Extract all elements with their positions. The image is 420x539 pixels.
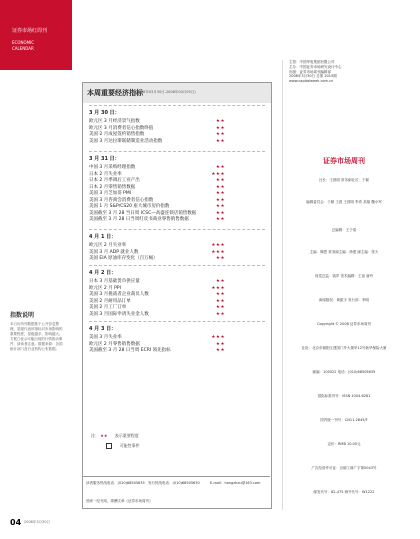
list-item: 日本 2 月季调后工业产出 ★★ [89,178,225,183]
section-date: 4 月 1 日： [89,234,117,240]
brand-en1: ECONOMIC [12,40,35,45]
list-item: 美国 2 月成屋签约销售指数 ★★ [89,132,225,137]
masthead-block: 社长：王波明 常务副社长：于颖 [318,178,370,182]
list-item: 美国 1 月 S&P/CS20 座大城市房价指数 ★★ [89,204,225,209]
footer-email: E-mail：hongzhou@163.com [210,481,261,485]
page-meta: 2008年3月30日 [24,520,51,524]
section-date: 4 月 3 日： [89,326,117,332]
masthead-block: 广告经营许可证：京朝工商广字第0043号 [311,466,377,470]
legend-stars: 注： ★★ 表示重要程度 [91,433,139,438]
list-item: 美国截至 3 月 28 日当周红皮书商业零售销售数据 ★★ [89,217,225,222]
section-mar31 [89,151,265,224]
masthead-block: 总编辑：王子梁 [331,228,357,232]
list-item: 美国 3 月失业率 ★★★ [89,335,225,340]
section-date: 4 月 2 日： [89,270,117,276]
section-date: 3 月 31 日： [89,156,120,162]
list-item: 欧元区 3 月消费者信心指数终值 ★★ [89,125,225,131]
section-mar30 [89,105,265,145]
masthead-lines: 主管：中国华电集团有限公司 主办：中国证券市场研究设计中心 出版：证券市场周刊编辑部 2008年3月30日 总第 2015期 www.capitalweek.com.cn [289,60,342,84]
masthead-block: 编辑委员会：于颖 王波 王波明 李青 高翔 魏小军 [306,200,382,204]
page-number: 04 [10,518,22,527]
legend [91,433,140,453]
indicator-header [83,83,271,103]
list-item: 美国 3 月 ADP 就业人数 ★★★ [89,249,225,255]
masthead-block: Copyright © 2008 证券市场周刊 [317,322,371,326]
list-item: 欧元区 2 月失业率 ★★★ [89,243,225,248]
list-item: 日本 3 月基础货币供应量 ★★ [89,279,225,284]
indicator-range: (2008年03月30日-2008年04月05日) [135,90,196,94]
masthead-block: 邮编：100022 电话：(010)68505635 [312,370,376,374]
legend-box: 可能性事件 [91,443,140,449]
list-item: 欧元区 2 月 PPI ★★★ [89,285,225,291]
masthead-block: 邮发代号：82-475 海外代号：W1222 [313,490,375,494]
note-body: 本日历所列数据基于公开信息整理，星级代表该指标对市场影响的重要程度，星级越多，影响越大。方框□表示可能出现的行情波动事件，请读者注意。数据来源：各国统计部门及行业机构公布数据。 [10,322,63,351]
box-icon [106,443,112,449]
section-apr2 [89,265,265,318]
list-item: 日本 2 月零售销售数据 ★★ [89,184,225,190]
list-item: 中国 3 月采购经理指数 ★★ [89,165,225,170]
section-date: 3 月 30 日： [89,110,120,116]
masthead-logo: 证券市场周刊 [323,156,365,165]
list-item: 欧元区 3 月经济景气指数 ★★ [89,119,225,124]
footer-reader: 读者服务热线电话：(010)68505635 [86,481,145,485]
masthead-block: 视觉总监：钱岸 美术编辑：王蓓 唐玲 [314,274,374,278]
masthead-block: 社址：北京市朝阳区建国门外大街甲12号新华保险大厦 [301,346,387,350]
footer-note: 独家一经刊用，即酬文章《证券市场周刊》 [86,499,153,503]
left-strip [0,0,72,539]
list-item: 美国 3 月国际申请失业金人数 ★★ [89,311,225,317]
brand-en2: CALENDAR [12,46,34,51]
list-item: 日本 2 月失业率 ★★★ [89,171,225,177]
list-item: 美国截至 3 月 28 当日周 ICSC—高盛连锁店销售数据 ★★ [89,210,225,216]
list-item: 美国 2 月耐用品订单 ★★ [89,298,225,304]
list-item: 美国 3 月咨商会消费者信心指数 ★★ [89,197,225,203]
list-item: 欧元区 2 月零售销售数据 ★★ [89,341,225,347]
brand-label: 证券市场红周刊 [12,28,48,34]
indicator-title: 本周重要经济指标 [87,89,143,97]
list-item: 美国 2 月工厂订单 ★★ [89,305,225,310]
list-item: 美国 3 月芝加哥 PMI ★★ [89,191,225,196]
footer-dist: 发行热线电话：(010)68505630 [148,481,200,485]
masthead-block: 国际标准刊号：ISSN 1004-6281 [317,394,371,398]
masthead-block: 定价：RMB 10.00元 [327,442,361,446]
masthead [282,60,403,510]
note-title: 指数说明 [10,312,35,319]
section-apr1 [89,229,265,263]
brand-box [0,0,72,70]
section-apr3 [89,321,265,355]
list-item: 美国 3 月达拉斯联储制造业活动指数 ★★ [89,138,225,144]
list-item: 美国 3 月挑战者企业裁员人数 ★★ [89,292,225,297]
legend-star-icon: ★★ [100,433,108,438]
indicator-box [82,82,272,509]
list-item: 美国截至 3 月 28 日当周 ECRI 领先指标 ★★ [89,348,225,353]
footer [82,476,270,507]
list-item: 美国 EIA 原油库存变化（百万桶） ★★ [89,256,225,261]
masthead-block: 国内统一刊号：CN11-2845/F [320,418,368,422]
masthead-block: 主编：佩恩 常务副主编：徐建 副主编：张天 [309,250,379,254]
masthead-block: 新闻版权：黄振宇 发行部：李明 [318,298,370,302]
